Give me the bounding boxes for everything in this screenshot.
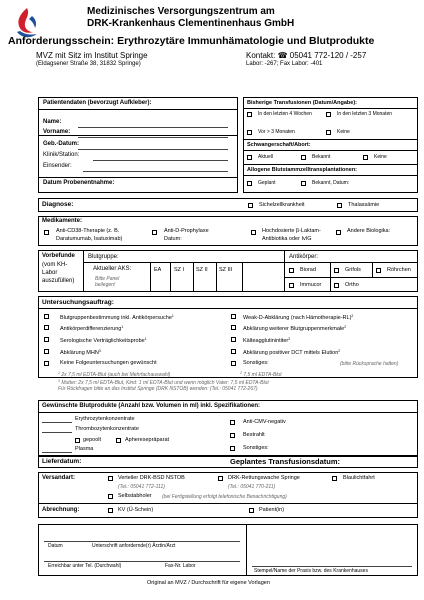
auftrag-heading: Untersuchungsauftrag: (42, 299, 114, 306)
bitte-panel-1: Bitte Panel (95, 276, 120, 282)
biologics-checkbox[interactable] (336, 230, 341, 235)
biorad-label: Biorad (300, 267, 316, 273)
biorad-checkbox[interactable] (289, 268, 294, 273)
col-ea: EA (154, 267, 162, 273)
produkte-heading: Gewünschte Blutprodukte (Anzahl bzw. Volumen in ml) inkl. Spezifikationen: (42, 403, 261, 409)
diagnose-label: Diagnose: (42, 201, 74, 208)
org-name-line1: Medizinisches Versorgungszentrum am (87, 6, 275, 17)
tk-amount-field[interactable] (42, 432, 72, 433)
auftrag-keine-label: Keine Folgeuntersuchungen gewünscht (60, 360, 157, 366)
anti-d-checkbox[interactable] (152, 230, 157, 235)
bestrahlt-checkbox[interactable] (230, 433, 235, 438)
cmv-checkbox[interactable] (230, 420, 235, 425)
beta-lactam-checkbox[interactable] (251, 230, 256, 235)
auftrag-dct-label: Abklärung positiver DCT mittels Elution$^2$ (243, 349, 341, 356)
blaulicht-label: Blaulichtfahrt (343, 475, 375, 481)
anti-d-date-label: Datum: (164, 236, 182, 242)
auftrag-weak-d-checkbox[interactable] (231, 314, 236, 319)
auftrag-weak-d-label: Weak-D-Abklärung (nach Hämotherapie-RL)$^2$ (243, 314, 354, 321)
thalassemia-label: Thalassämie (348, 202, 380, 208)
kv-label: KV (Ü-Schein) (118, 507, 154, 513)
plasma-label: Plasma (75, 446, 94, 452)
cmv-label: Anti-CMV-negativ (243, 419, 286, 425)
vorbefunde-label-3: Labor (42, 270, 58, 276)
patient-firstname-label: Vorname: (43, 129, 71, 135)
plasma-amount-field[interactable] (42, 452, 72, 453)
grifols-label: Grifols (345, 267, 361, 273)
patient-name-field[interactable] (78, 127, 228, 128)
auftrag-vertraeglichkeit-checkbox[interactable] (44, 337, 49, 342)
contact-line2: Labor: -267; Fax Labor: -401 (246, 61, 323, 67)
auftrag-merkmale-checkbox[interactable] (231, 325, 236, 330)
beta-lactam-label-2: Antibiotika oder IvIG (262, 236, 312, 242)
lieferdatum-row (38, 456, 418, 468)
anti-d-label: Anti-D-Prophylaxe (164, 228, 209, 234)
anti-cd38-label-1: Anti-CD38-Therapie (z. B. (56, 228, 120, 234)
pregnancy-known-checkbox[interactable] (301, 155, 306, 160)
note-contact: Für Rückfragen bitte an das Institut Springe (DRK NSTOB) wenden: (Tel.: 05041 772-267) (58, 386, 258, 392)
allogeneic-heading: Allogene Blutstammzelltransplantationen: (247, 167, 358, 173)
patient-dob-field[interactable] (78, 149, 228, 150)
bitte-panel-2: beilegen! (95, 282, 116, 288)
auftrag-vertraeglichkeit-label: Serologische Verträglichkeitsprobe$^1$ (60, 337, 147, 344)
versand-verteiler-label: Verteiler DRK-BSD NSTOB (118, 475, 185, 481)
selbstabholer-label: Selbstabholer (118, 493, 152, 499)
biologics-label: Andere Biologika: (347, 228, 391, 234)
selbstabholer-checkbox[interactable] (108, 494, 113, 499)
auftrag-kaelte-label: Kälteagglutinintiter$^2$ (243, 337, 291, 344)
patient-box-inner (38, 97, 238, 193)
blutgruppe-label: Blutgruppe: (88, 254, 119, 260)
ortho-label: Ortho (345, 282, 359, 288)
auftrag-dct-checkbox[interactable] (231, 349, 236, 354)
vorbefunde-label-4: auszufüllen) (42, 278, 75, 284)
pregnancy-heading: Schwangerschaft/Abort: (247, 142, 311, 148)
contact-line1: Kontakt: ☎ 05041 772-120 / -257 (246, 51, 367, 60)
note-3: $^3$ Mutter: 2x 7,5 ml EDTA-Blut, Kind: 1 ml EDTA-Blut und wenn möglich Vater: 7,5 ml EDTA-Blut (58, 379, 269, 386)
grifols-checkbox[interactable] (334, 268, 339, 273)
org-name-line2: DRK-Krankenhaus Clementinenhaus GmbH (87, 18, 295, 29)
transfusion-older-label: Vor > 3 Monaten (258, 129, 295, 135)
produkte-sonstiges-label: Sonstiges: (243, 445, 269, 451)
tk-label: Thrombozytenkonzentrate (75, 426, 139, 432)
abrechnung-label: Abrechnung: (42, 507, 80, 513)
transfusion-3months-checkbox[interactable] (326, 112, 331, 117)
datum-label: Datum (48, 543, 63, 549)
col-sz1: SZ I (174, 267, 185, 273)
patient-clinic-field[interactable] (93, 160, 228, 161)
roehrchen-label: Röhrchen (387, 267, 411, 273)
selbstabholer-note: (bei Fertigstellung erfolgt telefonische Benachrichtigung) (162, 494, 287, 500)
fax-label: Fax-Nr. Labor (165, 563, 196, 569)
geplantes-label: Geplantes Transfusionsdatum: (230, 457, 341, 466)
allogeneic-known-label: Bekannt, Datum: (312, 180, 350, 186)
patient-sender-field[interactable] (83, 171, 228, 172)
transfusions-heading: Bisherige Transfusionen (Datum/Angabe): (247, 100, 358, 106)
auftrag-mhn-checkbox[interactable] (44, 349, 49, 354)
versand-rettungswache-tel: (Tel.: 05041 770-211) (228, 484, 276, 490)
transfusion-3months-label: In den letzten 3 Monaten (337, 111, 393, 117)
patient-dob-label: Geb.-Datum: (43, 141, 79, 147)
patient-payer-label: Patient(in) (259, 507, 285, 513)
kv-checkbox[interactable] (108, 508, 113, 513)
patient-payer-checkbox[interactable] (249, 508, 254, 513)
versand-verteiler-checkbox[interactable] (108, 476, 113, 481)
apherese-label: Apheresepräparat (125, 437, 170, 443)
antikoerper-label: Antikörper: (289, 254, 319, 260)
transfusion-none-checkbox[interactable] (326, 130, 331, 135)
note-1: $^1$ 2x 7,5 ml EDTA-Blut (auch bei Mehrfachauswahl) (58, 371, 171, 378)
aktueller-aks-label: Aktueller AKS: (93, 266, 132, 272)
versand-label: Versandart: (42, 475, 76, 481)
auftrag-kaelte-checkbox[interactable] (231, 337, 236, 342)
anti-cd38-label-2: Daratumumab, Isatuximab) (56, 236, 123, 242)
pregnancy-current-label: Aktuell (258, 154, 274, 160)
transfusion-4weeks-checkbox[interactable] (247, 112, 252, 117)
immucor-label: Immucor (300, 282, 322, 288)
stempel-label: Stempel/Name der Praxis bzw. des Krankenhauses (254, 568, 368, 574)
auftrag-sonstiges-label: Sonstiges: (243, 360, 269, 366)
auftrag-keine-checkbox[interactable] (44, 361, 49, 366)
col-sz2: SZ II (196, 267, 208, 273)
address-line1: MVZ mit Sitz im Institut Springe (36, 51, 148, 60)
allogeneic-planned-checkbox[interactable] (247, 181, 252, 186)
produkte-sonstiges-checkbox[interactable] (230, 446, 235, 451)
stamp-field[interactable] (252, 566, 412, 567)
auftrag-sonstiges-note: (bitte Rücksprache halten) (340, 361, 399, 367)
erreichbar-label: Erreichbar unter Tel. (Durchwahl) (48, 563, 122, 569)
patient-name-label: Name: (43, 119, 62, 125)
form-title: Anforderungsschein: Erythrozytäre Immunhämatologie und Blutprodukte (8, 35, 375, 47)
allogeneic-known-checkbox[interactable] (301, 181, 306, 186)
gepoolt-label: gepoolt (83, 437, 102, 443)
ortho-checkbox[interactable] (334, 283, 339, 288)
patient-firstname-field[interactable] (78, 137, 228, 138)
unterschrift-label: Unterschrift anfordernde(r) Ärztin/Arzt (92, 543, 176, 549)
anti-cd38-checkbox[interactable] (44, 230, 49, 235)
allogeneic-planned-label: Geplant (258, 180, 276, 186)
auftrag-blutgruppe-label: Blutgruppenbestimmung inkl. Antikörpersuche$^1$ (60, 314, 174, 321)
transfusion-older-checkbox[interactable] (247, 130, 252, 135)
auftrag-sonstiges-checkbox[interactable] (231, 361, 236, 366)
gepoolt-checkbox[interactable] (75, 438, 80, 443)
roehrchen-checkbox[interactable] (376, 268, 381, 273)
auftrag-mhn-label: Abklärung MHN$^3$ (60, 349, 101, 356)
versand-rettungswache-label: DRK-Rettungswache Springe (228, 475, 300, 481)
ek-amount-field[interactable] (42, 422, 72, 423)
auftrag-merkmale-label: Abklärung weiterer Blutgruppenmerkmale$^2$ (243, 325, 347, 332)
beta-lactam-label-1: Hochdosierte β-Laktam- (262, 228, 321, 234)
auftrag-differenzierung-label: Antikörperdifferenzierung$^1$ (60, 325, 124, 332)
versand-rettungswache-checkbox[interactable] (218, 476, 223, 481)
pregnancy-none-checkbox[interactable] (363, 155, 368, 160)
patient-clinic-label: Klinik/Station: (43, 152, 80, 158)
date-signature-field[interactable] (44, 541, 240, 542)
datum-probe-label: Datum Probenentnahme: (43, 180, 115, 186)
medikamente-label: Medikamente: (42, 218, 83, 224)
col-sz3: SZ III (219, 267, 233, 273)
patient-sender-label: Einsender: (43, 163, 72, 169)
footer-note: Original an MVZ / Durchschrift für eigene Vorlagen (147, 580, 270, 586)
immucor-checkbox[interactable] (289, 283, 294, 288)
pregnancy-known-label: Bekannt (312, 154, 331, 160)
pregnancy-none-label: Keine (374, 154, 387, 160)
transfusion-none-label: Keine (337, 129, 350, 135)
address-line2: (Eldagsener Straße 38, 31832 Springe) (36, 61, 141, 67)
patient-heading: Patientendaten (bevorzugt Aufkleber): (43, 100, 152, 106)
vorbefunde-label-1: Vorbefunde (42, 253, 75, 259)
transfusion-4weeks-label: In den letzten 4 Wochen (258, 111, 312, 117)
pregnancy-current-checkbox[interactable] (247, 155, 252, 160)
phone-fax-field[interactable] (44, 561, 240, 562)
auftrag-blutgruppe-checkbox[interactable] (44, 314, 49, 319)
sickle-cell-checkbox[interactable] (248, 203, 253, 208)
lieferdatum-label: Lieferdatum: (42, 458, 82, 465)
ek-label: Erythrozytenkonzentrate (75, 416, 135, 422)
thalassemia-checkbox[interactable] (337, 203, 342, 208)
apherese-checkbox[interactable] (116, 438, 121, 443)
auftrag-differenzierung-checkbox[interactable] (44, 325, 49, 330)
blaulicht-checkbox[interactable] (332, 476, 337, 481)
sickle-cell-label: Sichelzellkrankheit (259, 202, 305, 208)
versand-verteiler-tel: (Tel.: 05041 772-111) (118, 484, 165, 490)
note-2: $^2$ 7,5 ml EDTA-Blut (240, 371, 282, 378)
vorbefunde-label-2: (vom KH- (42, 262, 68, 268)
bestrahlt-label: Bestrahlt (243, 432, 265, 438)
